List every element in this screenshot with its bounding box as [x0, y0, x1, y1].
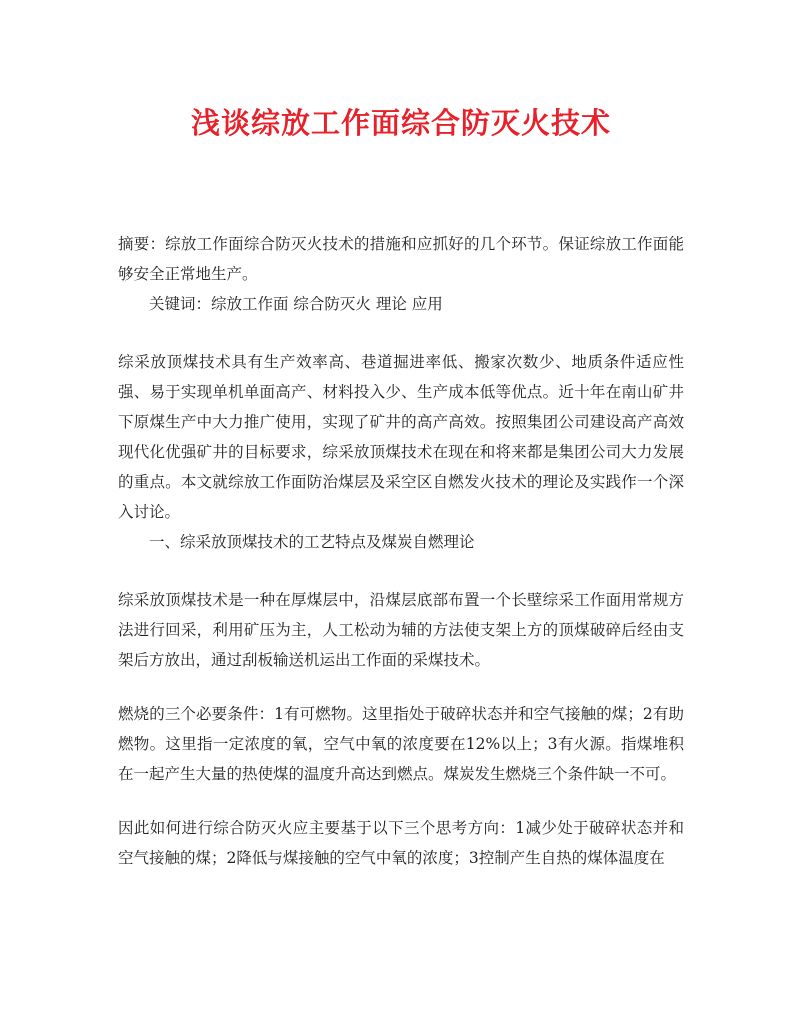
technique-paragraph: 综采放顶煤技术是一种在厚煤层中，沿煤层底部布置一个长壁综采工作面用常规方法进行回采，利用矿压为主，人工松动为辅的方法使支架上方的顶煤破碎后经由支架后方放出，通过刮板输送机运出工作面的采煤技术。: [118, 591, 684, 669]
abstract-section: [118, 229, 684, 319]
paragraph-gap: [118, 319, 684, 347]
directions-paragraph: 因此如何进行综合防灭火应主要基于以下三个思考方向：1减少处于破碎状态并和空气接触的煤；2降低与煤接触的空气中氧的浓度；3控制产生自热的煤体温度在: [118, 819, 684, 867]
conditions-paragraph: 燃烧的三个必要条件：1有可燃物。这里指处于破碎状态并和空气接触的煤；2有助燃物。这里指一定浓度的氧，空气中氧的浓度要在12%以上；3有火源。指煤堆积在一起产生大量的热使煤的温度升高达到燃点。煤炭发生燃烧三个条件缺一不可。: [118, 705, 684, 783]
paragraph-gap: [118, 675, 684, 699]
paragraph-gap: [118, 789, 684, 813]
section-heading: 一、综采放顶煤技术的工艺特点及煤炭自燃理论: [149, 533, 475, 551]
intro-paragraph: 综采放顶煤技术具有生产效率高、巷道掘进率低、搬家次数少、地质条件适应性强、易于实现单机单面高产、材料投入少、生产成本低等优点。近十年在南山矿井下原煤生产中大力推广使用，实现了矿井的高产高效。按照集团公司建设高产高效现代化优强矿井的目标要求，综采放顶煤技术在现在和将来都是集团公司大力发展的重点。本文就综放工作面防治煤层及采空区自燃发火技术的理论及实践作一个深入讨论。: [118, 353, 684, 521]
abstract-text: 摘要：综放工作面综合防灭火技术的措施和应抓好的几个环节。保证综放工作面能够安全正常地生产。: [118, 235, 684, 283]
paragraph-gap: [118, 557, 684, 585]
keywords-text: 关键词：综放工作面 综合防灭火 理论 应用: [149, 295, 443, 313]
document-title: 浅谈综放工作面综合防灭火技术: [190, 106, 611, 140]
